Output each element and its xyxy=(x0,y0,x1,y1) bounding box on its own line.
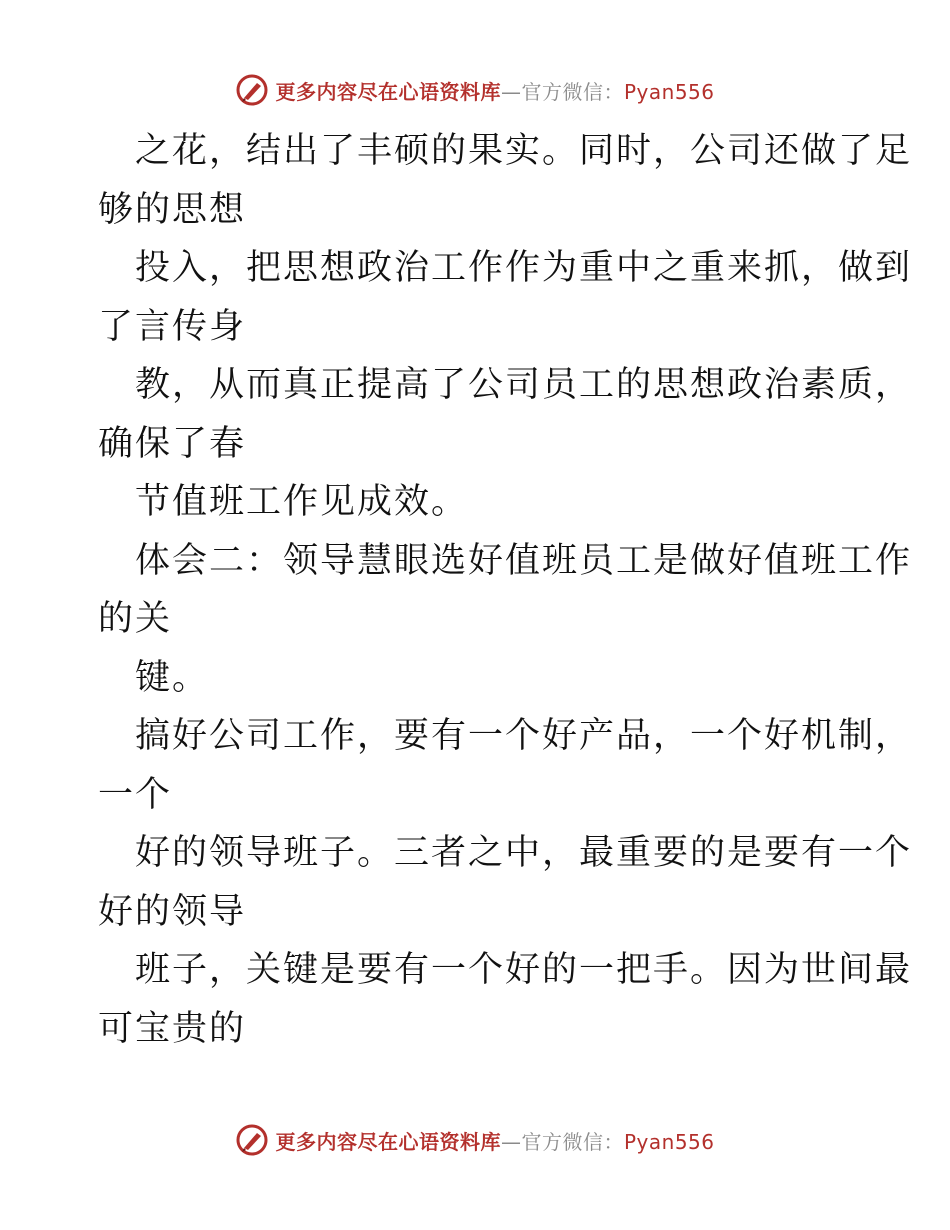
text-line: 够的思想 xyxy=(98,189,247,230)
text-line: 确保了春 xyxy=(98,423,247,464)
banner-main-text: 更多内容尽在心语资料库 xyxy=(275,1129,501,1154)
text-line: 一个 xyxy=(98,774,173,815)
text-line: 好的领导 xyxy=(98,891,247,932)
header-banner xyxy=(0,70,950,110)
document-body xyxy=(98,122,913,1058)
text-line: 之花，结出了丰硕的果实。同时，公司还做了足 xyxy=(135,131,913,171)
text-line: 搞好公司工作，要有一个好产品，一个好机制， xyxy=(135,716,913,756)
text-line: 节值班工作见成效。 xyxy=(135,482,469,522)
text-line: 投入，把思想政治工作作为重中之重来抓，做到 xyxy=(135,248,913,288)
banner-main-text: 更多内容尽在心语资料库 xyxy=(275,79,501,104)
banner-separator: — xyxy=(500,1129,522,1154)
text-line: 教，从而真正提高了公司员工的思想政治素质， xyxy=(135,365,913,405)
text-line: 可宝贵的 xyxy=(98,1008,247,1049)
footer-banner xyxy=(0,1120,950,1160)
text-line: 键。 xyxy=(135,657,210,698)
banner-wechat-id: Pyan556 xyxy=(623,79,715,104)
banner-separator: — xyxy=(500,79,522,104)
pen-logo-icon xyxy=(235,73,269,107)
banner-wechat-label: 官方微信： xyxy=(521,1129,624,1154)
text-line: 体会二：领导慧眼选好值班员工是做好值班工作 xyxy=(135,540,913,581)
banner-wechat-label: 官方微信： xyxy=(521,79,624,104)
text-line: 的关 xyxy=(98,599,173,639)
pen-logo-icon xyxy=(235,1123,269,1157)
text-line: 班子，关键是要有一个好的一把手。因为世间最 xyxy=(135,950,913,990)
text-line: 了言传身 xyxy=(98,306,247,347)
text-line: 好的领导班子。三者之中，最重要的是要有一个 xyxy=(135,833,913,873)
banner-wechat-id: Pyan556 xyxy=(623,1129,715,1154)
